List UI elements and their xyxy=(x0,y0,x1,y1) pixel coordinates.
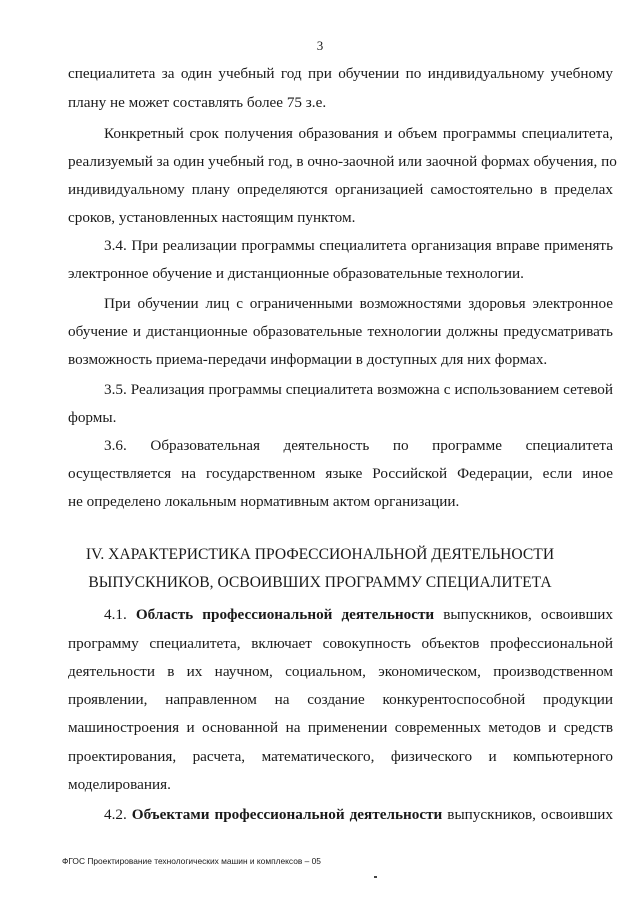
page-footer: ФГОС Проектирование технологических машин и комплексов – 05 xyxy=(62,856,321,866)
text-line: При обучении лиц с ограниченными возможностями здоровья электронное xyxy=(104,295,613,312)
text-fragment: выпускников, освоивших xyxy=(447,806,614,823)
clause-number: 4.2. xyxy=(104,806,127,823)
text-line: специалитета за один учебный год при обучении по индивидуальному учебному xyxy=(68,65,613,82)
text-line: плану не может составлять более 75 з.е. xyxy=(68,94,327,111)
text-line: деятельности в их научном, социальном, экономическом, производственном xyxy=(68,663,613,680)
text-fragment: выпускников, освоивших xyxy=(443,606,613,623)
text-line: программу специалитета, включает совокупность объектов профессиональной xyxy=(68,635,613,652)
clause-number: 4.1. xyxy=(104,606,127,623)
text-line: электронное обучение и дистанционные образовательные технологии. xyxy=(68,265,524,282)
page-number: 3 xyxy=(316,38,324,53)
text-line: Конкретный срок получения образования и объем программы специалитета, xyxy=(104,125,613,142)
text-line: возможность приема-передачи информации в доступных для них формах. xyxy=(68,351,548,368)
text-line: формы. xyxy=(68,409,117,426)
text-line: обучение и дистанционные образовательные технологии должны предусматривать xyxy=(68,323,613,340)
text-line: проектирования, расчета, математического, физического и компьютерного xyxy=(68,748,613,765)
text-line: проявлении, направленном на создание конкурентоспособной продукции xyxy=(68,691,613,708)
bold-term: Область профессиональной деятельности xyxy=(135,606,435,623)
scan-speck xyxy=(374,876,377,878)
text-line: реализуемый за один учебный год, в очно-заочной или заочной формах обучения, по xyxy=(68,153,617,170)
text-line: 3.4. При реализации программы специалитета организация вправе применять xyxy=(104,237,613,254)
text-line: 3.6. Образовательная деятельность по программе специалитета xyxy=(104,437,613,454)
text-line: 3.5. Реализация программы специалитета возможна с использованием сетевой xyxy=(104,381,613,398)
text-line: моделирования. xyxy=(68,776,171,793)
text-line: индивидуальному плану определяются организацией самостоятельно в пределах xyxy=(68,181,613,198)
section-heading: ВЫПУСКНИКОВ, ОСВОИВШИХ ПРОГРАММУ СПЕЦИАЛИТЕТА xyxy=(88,574,552,591)
text-line: не определено локальным нормативным актом организации. xyxy=(68,493,460,510)
text-line xyxy=(104,605,613,625)
bold-term: Объектами профессиональной деятельности xyxy=(131,806,443,823)
text-line: осуществляется на государственном языке Российской Федерации, если иное xyxy=(68,465,613,482)
section-heading: IV. ХАРАКТЕРИСТИКА ПРОФЕССИОНАЛЬНОЙ ДЕЯТЕЛЬНОСТИ xyxy=(85,546,555,563)
text-line: сроков, установленных настоящим пунктом. xyxy=(68,209,356,226)
text-line: машиностроения и основанной на применении современных методов и средств xyxy=(68,719,613,736)
text-line xyxy=(104,805,613,825)
